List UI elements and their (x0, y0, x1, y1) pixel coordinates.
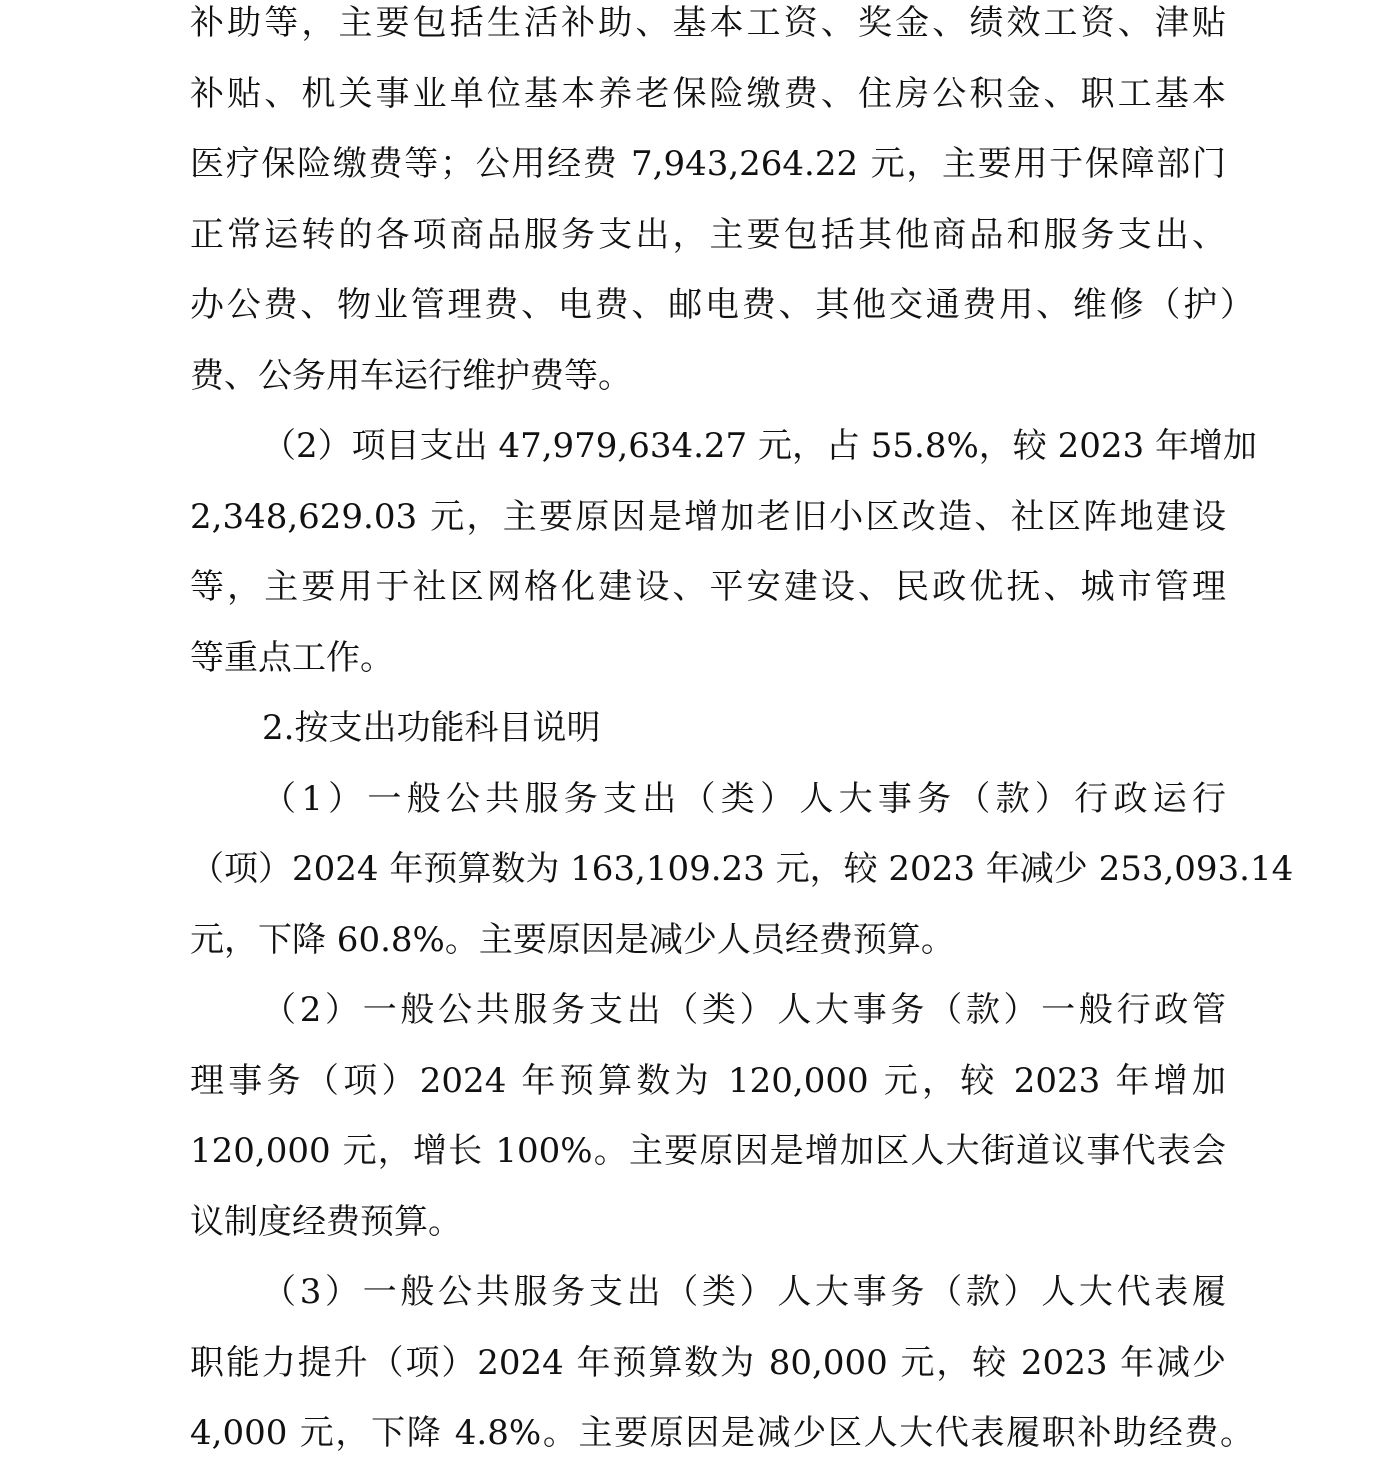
paragraph-line: 补助等，主要包括生活补助、基本工资、奖金、绩效工资、津贴 (190, 3, 1226, 43)
paragraph-line: 120,000 元，增长 100%。主要原因是增加区人大街道议事代表会 (190, 1131, 1226, 1171)
paragraph-line: 4,000 元，下降 4.8%。主要原因是减少区人大代表履职补助经费。 (190, 1413, 1254, 1453)
paragraph-line: 办公费、物业管理费、电费、邮电费、其他交通费用、维修（护） (190, 285, 1254, 325)
paragraph-line: 理事务（项）2024 年预算数为 120,000 元，较 2023 年增加 (190, 1061, 1226, 1101)
paragraph-line: 补贴、机关事业单位基本养老保险缴费、住房公积金、职工基本 (190, 74, 1226, 114)
paragraph-line: 等重点工作。 (190, 638, 394, 678)
section-heading: 2.按支出功能科目说明 (262, 708, 601, 748)
paragraph-line: 议制度经费预算。 (190, 1202, 462, 1242)
paragraph-line: 医疗保险缴费等；公用经费 7,943,264.22 元，主要用于保障部门 (190, 144, 1226, 184)
paragraph-line: 职能力提升（项）2024 年预算数为 80,000 元，较 2023 年减少 (190, 1343, 1226, 1383)
paragraph-line: （3）一般公共服务支出（类）人大事务（款）人大代表履 (262, 1272, 1226, 1312)
paragraph-line: 元，下降 60.8%。主要原因是减少人员经费预算。 (190, 920, 955, 960)
paragraph-line: （1）一般公共服务支出（类）人大事务（款）行政运行 (262, 779, 1226, 819)
paragraph-line: （2）项目支出 47,979,634.27 元，占 55.8%，较 2023 年增加 (262, 426, 1257, 466)
paragraph-line: （2）一般公共服务支出（类）人大事务（款）一般行政管 (262, 990, 1226, 1030)
paragraph-line: 费、公务用车运行维护费等。 (190, 356, 632, 396)
paragraph-line: （项）2024 年预算数为 163,109.23 元，较 2023 年减少 253,093.14 (190, 849, 1294, 889)
paragraph-line: 正常运转的各项商品服务支出，主要包括其他商品和服务支出、 (190, 215, 1226, 255)
paragraph-line: 2,348,629.03 元，主要原因是增加老旧小区改造、社区阵地建设 (190, 497, 1226, 537)
paragraph-line: 等，主要用于社区网格化建设、平安建设、民政优抚、城市管理 (190, 567, 1226, 607)
